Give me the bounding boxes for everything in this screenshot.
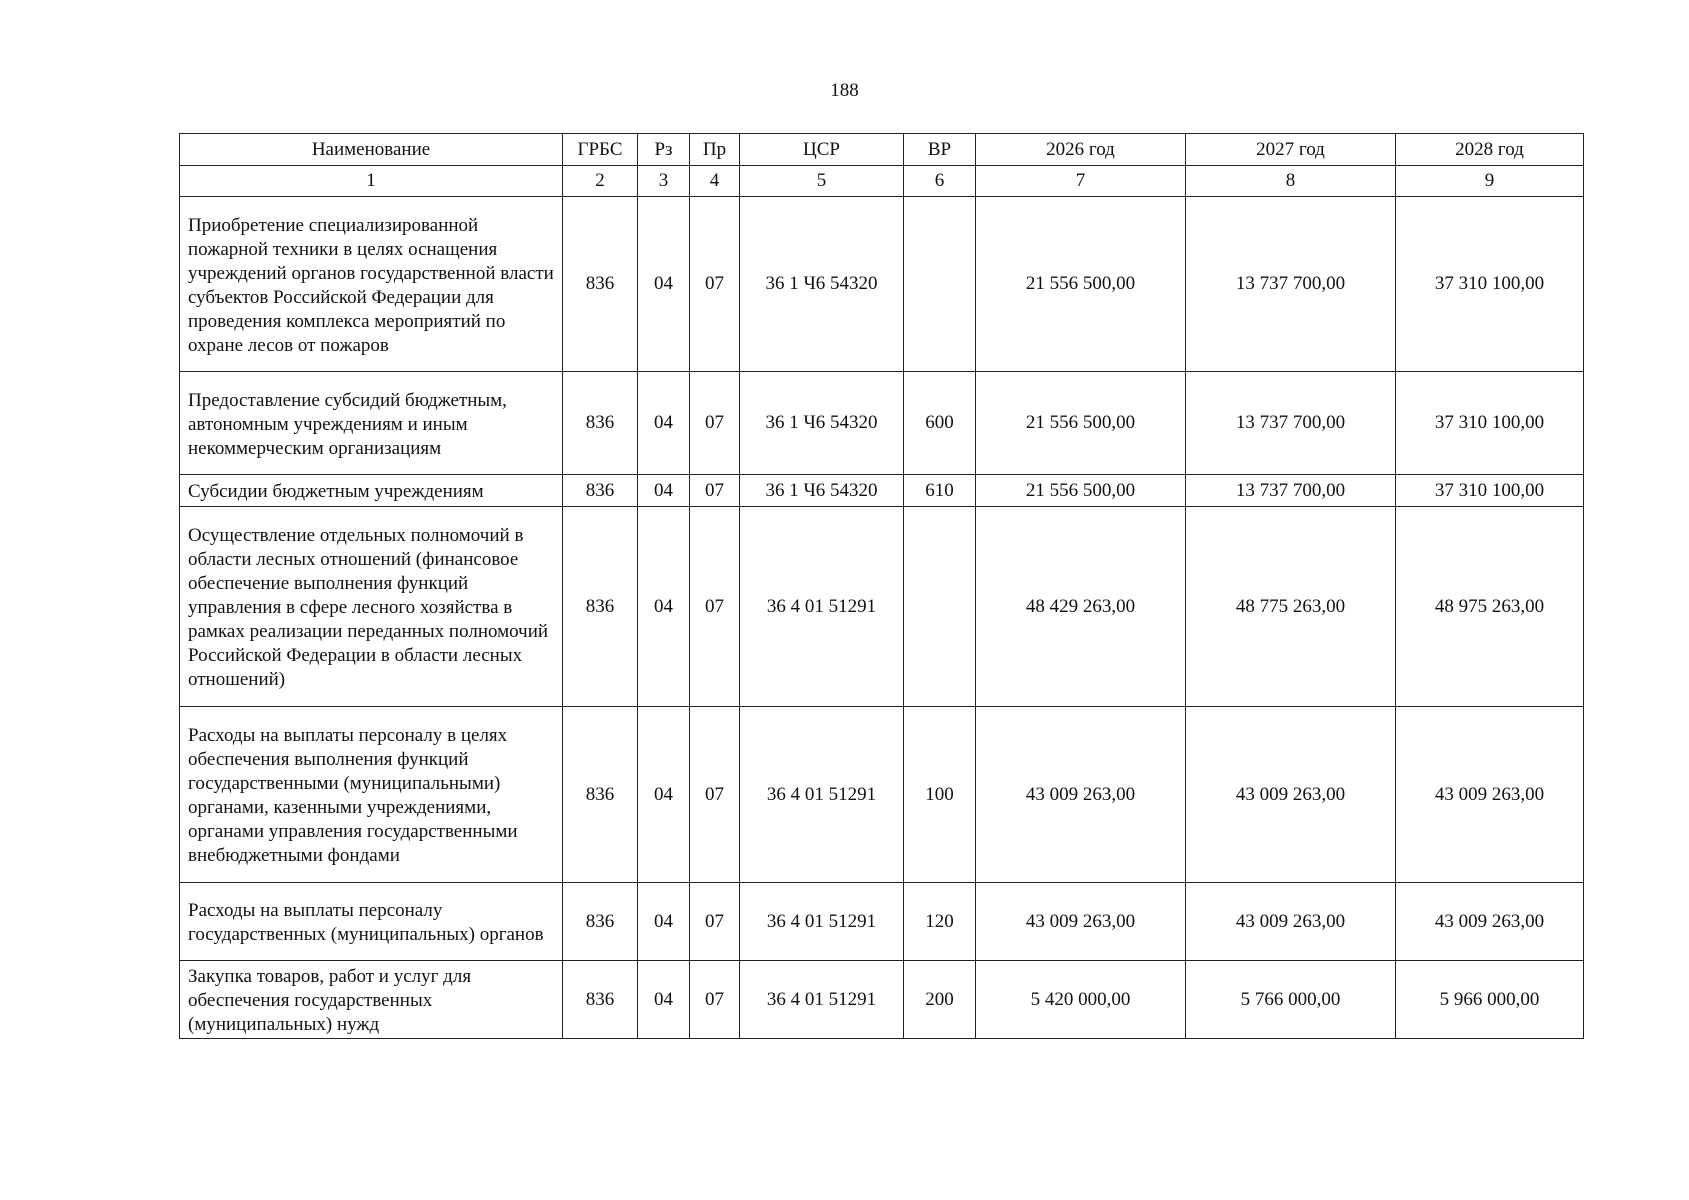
row-2028: 43 009 263,00 [1396,707,1584,883]
header-2026: 2026 год [976,134,1186,166]
row-pr: 07 [690,372,740,475]
row-rz: 04 [638,507,690,707]
row-grbs: 836 [563,197,638,372]
row-csr: 36 4 01 51291 [740,961,904,1039]
row-pr: 07 [690,197,740,372]
row-2027: 5 766 000,00 [1186,961,1396,1039]
row-grbs: 836 [563,707,638,883]
row-vr: 100 [904,707,976,883]
table-header [180,134,1584,166]
row-vr: 120 [904,883,976,961]
column-number: 1 [180,166,563,197]
row-2026: 5 420 000,00 [976,961,1186,1039]
row-vr: 200 [904,961,976,1039]
row-grbs: 836 [563,475,638,507]
page-number: 188 [830,80,859,101]
row-rz: 04 [638,707,690,883]
column-number: 3 [638,166,690,197]
header-2027: 2027 год [1186,134,1396,166]
table-row [180,707,1584,883]
row-2028: 43 009 263,00 [1396,883,1584,961]
row-vr [904,507,976,707]
row-rz: 04 [638,883,690,961]
table-row [180,961,1584,1039]
table-body [180,166,1584,1039]
row-grbs: 836 [563,372,638,475]
row-name: Субсидии бюджетным учреждениям [180,475,563,507]
row-vr: 600 [904,372,976,475]
row-grbs: 836 [563,883,638,961]
header-name: Наименование [180,134,563,166]
row-2026: 21 556 500,00 [976,197,1186,372]
row-pr: 07 [690,475,740,507]
table-row [180,475,1584,507]
header-2028: 2028 год [1396,134,1584,166]
header-pr: Пр [690,134,740,166]
row-name: Осуществление отдельных полномочий в области лесных отношений (финансовое обеспечение выполнения функций управления в сфере лесного хозяйства в рамках реализации переданных полномочий Российской Федерации в области лесных отношений) [180,507,563,707]
row-name: Предоставление субсидий бюджетным, автономным учреждениям и иным некоммерческим организациям [180,372,563,475]
row-2026: 21 556 500,00 [976,475,1186,507]
row-2027: 13 737 700,00 [1186,372,1396,475]
row-2028: 37 310 100,00 [1396,475,1584,507]
row-2026: 21 556 500,00 [976,372,1186,475]
row-grbs: 836 [563,961,638,1039]
row-name: Приобретение специализированной пожарной техники в целях оснащения учреждений органов государственной власти субъектов Российской Федерации для проведения комплекса мероприятий по охране лесов от пожаров [180,197,563,372]
row-2028: 37 310 100,00 [1396,197,1584,372]
column-number: 6 [904,166,976,197]
row-2028: 37 310 100,00 [1396,372,1584,475]
row-2026: 43 009 263,00 [976,707,1186,883]
row-rz: 04 [638,961,690,1039]
table-row [180,372,1584,475]
column-number: 2 [563,166,638,197]
row-vr: 610 [904,475,976,507]
row-pr: 07 [690,507,740,707]
row-2027: 43 009 263,00 [1186,707,1396,883]
row-name: Расходы на выплаты персоналу государственных (муниципальных) органов [180,883,563,961]
row-pr: 07 [690,961,740,1039]
row-2026: 48 429 263,00 [976,507,1186,707]
row-rz: 04 [638,372,690,475]
row-csr: 36 1 Ч6 54320 [740,475,904,507]
column-number: 4 [690,166,740,197]
row-grbs: 836 [563,507,638,707]
row-pr: 07 [690,707,740,883]
row-csr: 36 1 Ч6 54320 [740,372,904,475]
row-csr: 36 1 Ч6 54320 [740,197,904,372]
column-number: 9 [1396,166,1584,197]
row-2027: 48 775 263,00 [1186,507,1396,707]
table-row [180,883,1584,961]
column-number: 8 [1186,166,1396,197]
column-number-row [180,166,1584,197]
row-name: Закупка товаров, работ и услуг для обеспечения государственных (муниципальных) нужд [180,961,563,1039]
budget-table [179,133,1584,1039]
row-2028: 5 966 000,00 [1396,961,1584,1039]
header-row [180,134,1584,166]
column-number: 7 [976,166,1186,197]
row-2028: 48 975 263,00 [1396,507,1584,707]
row-2027: 13 737 700,00 [1186,197,1396,372]
header-vr: ВР [904,134,976,166]
row-csr: 36 4 01 51291 [740,707,904,883]
row-csr: 36 4 01 51291 [740,507,904,707]
row-2027: 43 009 263,00 [1186,883,1396,961]
header-csr: ЦСР [740,134,904,166]
row-pr: 07 [690,883,740,961]
row-rz: 04 [638,475,690,507]
table-row [180,507,1584,707]
row-2026: 43 009 263,00 [976,883,1186,961]
header-grbs: ГРБС [563,134,638,166]
row-2027: 13 737 700,00 [1186,475,1396,507]
row-csr: 36 4 01 51291 [740,883,904,961]
row-vr [904,197,976,372]
row-rz: 04 [638,197,690,372]
row-name: Расходы на выплаты персоналу в целях обеспечения выполнения функций государственными (муниципальными) органами, казенными учреждениями, органами управления государственными внебюджетными фондами [180,707,563,883]
table-row [180,197,1584,372]
header-rz: Рз [638,134,690,166]
column-number: 5 [740,166,904,197]
